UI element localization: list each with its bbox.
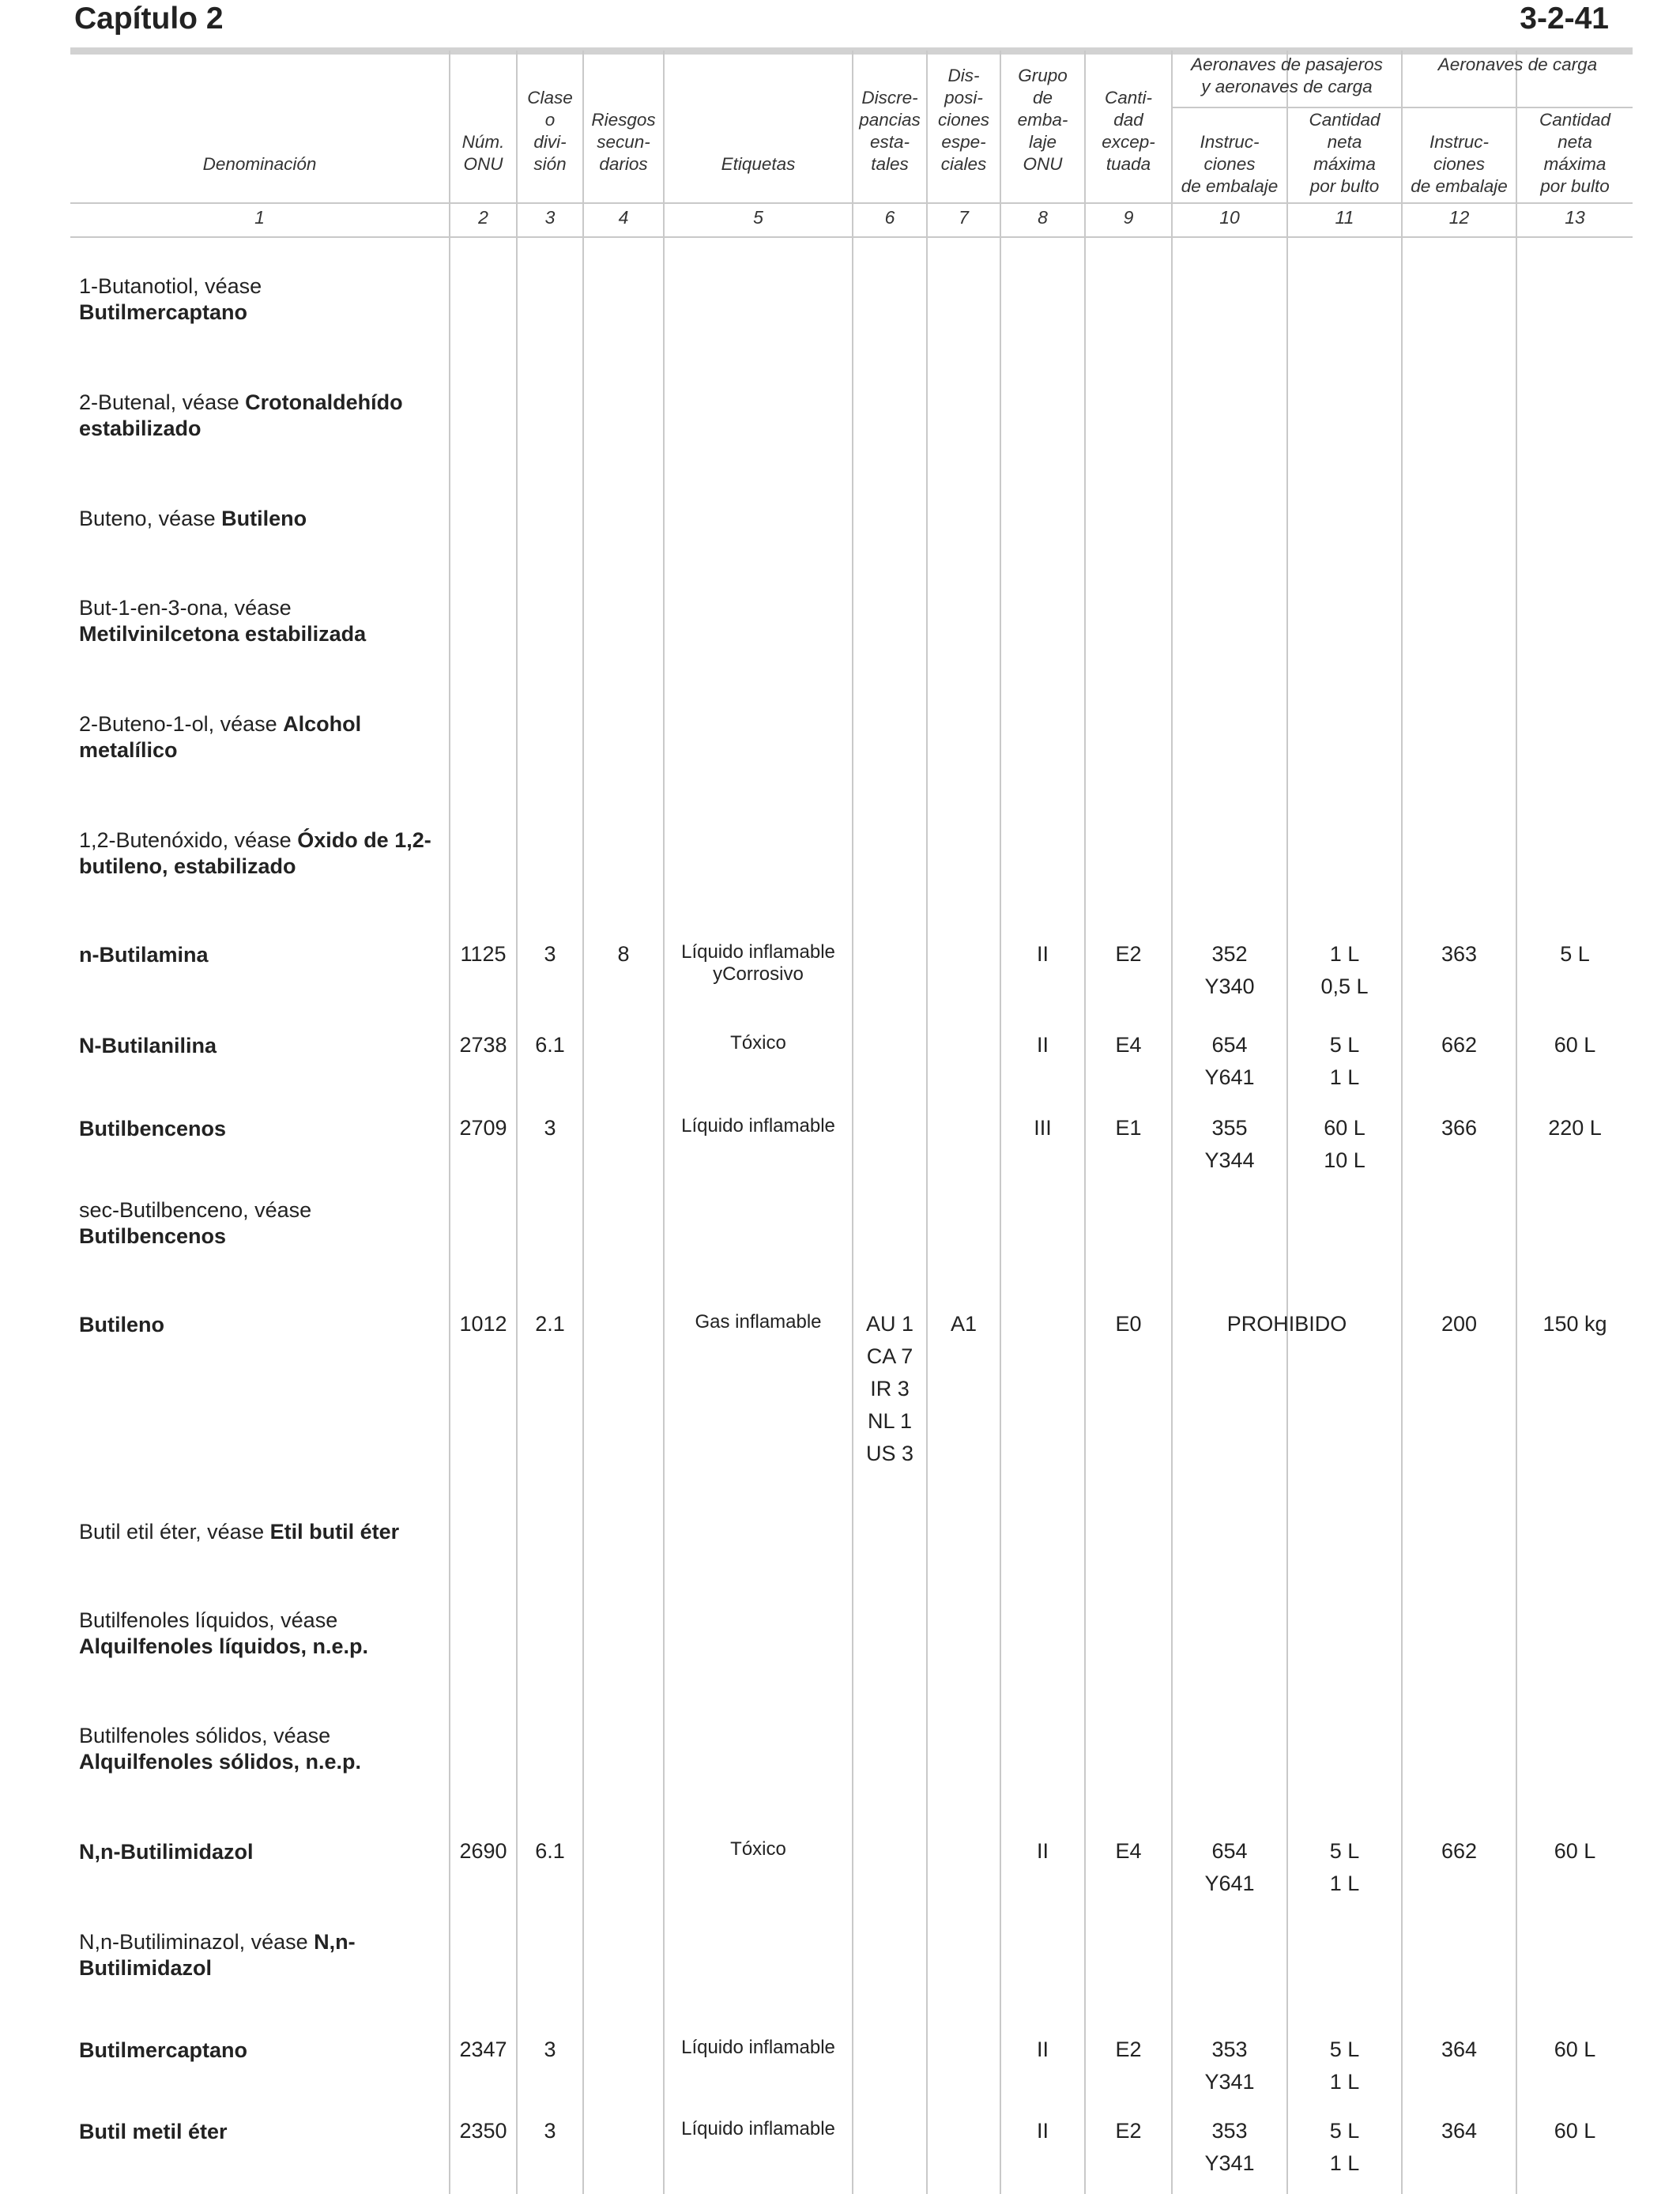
header-line: Riesgos: [591, 110, 656, 130]
hazard-labels: [665, 1838, 852, 1860]
header-line: excep-: [1102, 132, 1155, 152]
entry-name: [79, 390, 435, 442]
hazard-class: [518, 1112, 582, 1144]
header-line: neta: [1558, 132, 1592, 152]
header-line: máxima: [1313, 154, 1376, 174]
name-text: 2-Buteno-1-ol, véase: [79, 712, 284, 736]
hazard-labels: [665, 2037, 852, 2059]
cell-line: 200: [1441, 1312, 1478, 1336]
name-text: 1-Butanotiol, véase: [79, 274, 262, 298]
header-clase: [518, 87, 582, 175]
entry-name: [79, 1723, 435, 1775]
cargo-max-quantity: [1517, 938, 1633, 971]
cell-line: Tóxico: [730, 1838, 786, 1860]
name-bold: Alcohol metalílico: [79, 712, 362, 762]
cell-line: 2350: [459, 2119, 507, 2143]
cell-line: IR 3: [870, 1377, 910, 1400]
name-text: But-1-en-3-ona, véase: [79, 596, 292, 620]
name-text: 2-Butenal, véase: [79, 390, 246, 414]
cell-line: Gas inflamable: [695, 1311, 822, 1333]
column-number: 10: [1219, 207, 1240, 228]
cell-line: 2738: [459, 1033, 507, 1057]
cargo-max-quantity: [1517, 1308, 1633, 1340]
cargo-packing-instruction: [1403, 2034, 1516, 2066]
header-line: máxima: [1543, 154, 1607, 174]
name-text: Butilfenoles sólidos, véase: [79, 1724, 331, 1747]
column-divider: [926, 51, 928, 2194]
header-line: Cantidad: [1539, 110, 1611, 130]
un-number: [450, 1308, 516, 1340]
cell-line: Y641: [1204, 1872, 1255, 1895]
header-num-onu: [450, 131, 516, 175]
cell-line: E4: [1115, 1839, 1142, 1863]
column-number: 4: [618, 207, 629, 228]
name-bold: Butilbencenos: [79, 1224, 227, 1248]
name-bold: N,n-Butilimidazol: [79, 1930, 356, 1980]
cargo-packing-instruction: [1403, 2115, 1516, 2147]
cell-line: PROHIBIDO: [1226, 1312, 1347, 1336]
header-line: neta: [1327, 132, 1362, 152]
header-riesgos: [584, 109, 663, 175]
header-bottom-rule: [70, 202, 1633, 204]
cell-line: E0: [1115, 1312, 1142, 1336]
cell-line: 353: [1211, 2119, 1248, 2143]
excepted-quantity: [1086, 1029, 1171, 1061]
column-number: 1: [254, 207, 265, 228]
header-line: darios: [599, 154, 648, 174]
cell-line: 1 L: [1329, 942, 1360, 966]
cell-line: 6.1: [535, 1839, 565, 1863]
name-bold: Etil butil éter: [269, 1520, 400, 1544]
passenger-max-quantity: [1288, 2115, 1401, 2180]
cell-line: Tóxico: [730, 1032, 786, 1054]
passenger-packing-instruction: [1173, 938, 1286, 1003]
header-line: tales: [871, 154, 909, 174]
hazard-class: [518, 938, 582, 971]
header-line: laje: [1028, 132, 1057, 152]
name-bold: Butilbencenos: [79, 1117, 227, 1140]
un-number: [450, 2034, 516, 2066]
header-line: posi-: [944, 88, 983, 107]
name-bold: Óxido de 1,2-butileno, estabilizado: [79, 828, 431, 878]
header-denominacion: Denominación: [202, 154, 317, 174]
state-variations: [853, 1308, 926, 1470]
header-line: y aeronaves de carga: [1201, 77, 1373, 96]
passenger-max-quantity: [1288, 1029, 1401, 1094]
cargo-max-quantity: [1517, 1835, 1633, 1868]
header-cargo-cantidad: [1517, 109, 1633, 198]
header-line: Instruc-: [1429, 132, 1489, 152]
cell-line: 5 L: [1329, 1033, 1360, 1057]
un-number: [450, 2115, 516, 2147]
cell-line: 3: [544, 1116, 556, 1140]
passenger-max-quantity: [1288, 2034, 1401, 2098]
cell-line: 363: [1441, 942, 1478, 966]
passenger-max-quantity: [1288, 938, 1401, 1003]
column-number: 6: [884, 207, 895, 228]
cell-line: 2347: [459, 2038, 507, 2061]
cell-line: 60 L: [1554, 1033, 1596, 1057]
cell-line: Corrosivo: [722, 963, 804, 985]
group-header-rule: [1171, 107, 1633, 108]
cell-line: 5 L: [1329, 2038, 1360, 2061]
header-line: Instruc-: [1200, 132, 1260, 152]
hazard-class: [518, 2115, 582, 2147]
cell-line: 60 L: [1554, 2119, 1596, 2143]
header-line: ciales: [940, 154, 987, 174]
cell-line: E4: [1115, 1033, 1142, 1057]
passenger-max-quantity: [1288, 1835, 1401, 1900]
header-line: por bulto: [1309, 176, 1380, 196]
hazard-class: [518, 1308, 582, 1340]
entry-name: [79, 2119, 435, 2145]
cell-line: 5 L: [1329, 1839, 1360, 1863]
packing-group: [1001, 2034, 1084, 2066]
entry-name: [79, 1197, 435, 1250]
cell-line: 6.1: [535, 1033, 565, 1057]
cargo-max-quantity: [1517, 1112, 1633, 1144]
subsidiary-risk: [584, 938, 663, 971]
hazard-labels: [665, 1115, 852, 1137]
header-line: ciones: [1203, 154, 1256, 174]
cargo-packing-instruction: [1403, 1308, 1516, 1340]
excepted-quantity: [1086, 1112, 1171, 1144]
cell-line: Líquido inflamable y: [681, 941, 835, 985]
cell-line: US 3: [865, 1442, 914, 1465]
chapter-title: Capítulo 2: [74, 2, 224, 36]
un-number: [450, 1835, 516, 1868]
column-number: 11: [1335, 207, 1354, 228]
header-line: Núm.: [461, 132, 505, 152]
packing-group: [1001, 1029, 1084, 1061]
header-line: Aeronaves de pasajeros: [1191, 55, 1383, 74]
header-line: Grupo: [1018, 66, 1068, 85]
excepted-quantity: [1086, 1835, 1171, 1868]
entry-name: [79, 2038, 435, 2064]
header-line: ciones: [937, 110, 990, 130]
header-line: Dis-: [947, 66, 980, 85]
cell-line: E1: [1115, 1116, 1142, 1140]
hazard-labels: [665, 1311, 852, 1333]
packing-group: [1001, 1835, 1084, 1868]
cell-line: Y341: [1204, 2070, 1255, 2094]
cell-line: II: [1036, 2119, 1049, 2143]
name-bold: Crotonaldehído estabilizado: [79, 390, 403, 440]
header-grupo: [1001, 65, 1084, 175]
entry-name: [79, 1519, 435, 1545]
cell-line: 654: [1211, 1839, 1248, 1863]
entry-name: [79, 1608, 435, 1660]
header-line: sión: [533, 154, 567, 174]
header-cargo-aircraft: Aeronaves de carga: [1437, 55, 1598, 74]
cell-line: 2709: [459, 1116, 507, 1140]
un-number: [450, 1029, 516, 1061]
un-number: [450, 938, 516, 971]
header-line: espe-: [941, 132, 986, 152]
header-line: Discre-: [861, 88, 918, 107]
column-number: 9: [1123, 207, 1134, 228]
cell-line: AU 1: [865, 1312, 914, 1336]
hazard-class: [518, 1835, 582, 1868]
entry-name: [79, 1839, 435, 1865]
page-number: 3-2-41: [1520, 2, 1609, 36]
cell-line: Y641: [1204, 1065, 1255, 1089]
passenger-packing-instruction: [1173, 2034, 1286, 2098]
excepted-quantity: [1086, 2034, 1171, 2066]
excepted-quantity: [1086, 938, 1171, 971]
header-discrepancias: [853, 87, 926, 175]
entry-name: [79, 1116, 435, 1142]
cell-line: 1 L: [1329, 1065, 1360, 1089]
header-line: emba-: [1017, 110, 1068, 130]
un-number: [450, 1112, 516, 1144]
header-line: de: [1032, 88, 1053, 107]
cell-line: E2: [1115, 2119, 1142, 2143]
cell-line: 60 L: [1324, 1116, 1365, 1140]
entry-name: [79, 506, 435, 532]
packing-group: [1001, 1112, 1084, 1144]
cargo-packing-instruction: [1403, 1029, 1516, 1061]
column-number: 7: [959, 207, 969, 228]
hazard-class: [518, 2034, 582, 2066]
cell-line: 1 L: [1329, 1872, 1360, 1895]
cell-line: 3: [544, 2119, 556, 2143]
cell-line: 3: [544, 942, 556, 966]
cell-line: 5 L: [1329, 2119, 1360, 2143]
header-line: divi-: [533, 132, 567, 152]
column-number-rule: [70, 236, 1633, 238]
cargo-max-quantity: [1517, 2115, 1633, 2147]
passenger-forbidden: [1173, 1308, 1401, 1340]
name-text: sec-Butilbenceno, véase: [79, 1198, 312, 1222]
cell-line: 366: [1441, 1116, 1478, 1140]
header-line: o: [544, 110, 556, 130]
special-provisions: [928, 1308, 1000, 1340]
entry-name: [79, 1312, 435, 1338]
header-line: ciones: [1433, 154, 1486, 174]
name-text: Buteno, véase: [79, 507, 222, 530]
name-bold: Butilmercaptano: [79, 2038, 248, 2062]
cell-line: II: [1036, 1839, 1049, 1863]
header-cargo-instrucciones: [1403, 131, 1516, 198]
cell-line: 220 L: [1548, 1116, 1602, 1140]
cell-line: Y344: [1204, 1148, 1255, 1172]
cell-line: A1: [950, 1312, 977, 1336]
column-number: 12: [1448, 207, 1470, 228]
cell-line: Líquido inflamable: [681, 1115, 835, 1137]
header-line: de embalaje: [1181, 176, 1279, 196]
name-text: Butil etil éter, véase: [79, 1520, 270, 1544]
header-line: dad: [1113, 110, 1143, 130]
cell-line: CA 7: [866, 1344, 913, 1368]
cell-line: 5 L: [1560, 942, 1590, 966]
header-pax-instrucciones: [1173, 131, 1286, 198]
cell-line: 2690: [459, 1839, 507, 1863]
header-line: por bulto: [1540, 176, 1610, 196]
header-line: tuada: [1106, 154, 1151, 174]
packing-group: [1001, 938, 1084, 971]
header-line: secun-: [597, 132, 650, 152]
cell-line: 352: [1211, 942, 1248, 966]
cell-line: Líquido inflamable: [681, 2118, 835, 2139]
name-bold: Metilvinilcetona estabilizada: [79, 622, 367, 646]
header-line: Canti-: [1104, 88, 1153, 107]
cell-line: 662: [1441, 1033, 1478, 1057]
passenger-packing-instruction: [1173, 1835, 1286, 1900]
packing-group: [1001, 2115, 1084, 2147]
header-disposiciones: [928, 65, 1000, 175]
cell-line: 1 L: [1329, 2151, 1360, 2175]
header-line: de embalaje: [1411, 176, 1508, 196]
column-number: 2: [478, 207, 488, 228]
cell-line: 60 L: [1554, 1839, 1596, 1863]
cell-line: 1 L: [1329, 2070, 1360, 2094]
name-bold: Alquilfenoles líquidos, n.e.p.: [79, 1634, 369, 1658]
cell-line: II: [1036, 942, 1049, 966]
header-line: pancias: [859, 110, 921, 130]
cell-line: 60 L: [1554, 2038, 1596, 2061]
cell-line: 150 kg: [1543, 1312, 1607, 1336]
excepted-quantity: [1086, 2115, 1171, 2147]
column-number: 3: [544, 207, 556, 228]
cargo-packing-instruction: [1403, 938, 1516, 971]
excepted-quantity: [1086, 1308, 1171, 1340]
entry-name: [79, 827, 435, 880]
cell-line: Líquido inflamable: [681, 2037, 835, 2058]
cell-line: 8: [617, 942, 630, 966]
cargo-max-quantity: [1517, 1029, 1633, 1061]
entry-name: [79, 1033, 435, 1059]
header-passenger-aircraft: [1173, 54, 1401, 98]
header-etiquetas: Etiquetas: [721, 154, 796, 174]
entry-name: [79, 273, 435, 326]
name-bold: Butileno: [221, 507, 307, 530]
name-text: N,n-Butiliminazol, véase: [79, 1930, 315, 1954]
hazard-labels: [665, 1032, 852, 1054]
entry-name: [79, 942, 435, 968]
column-number: 13: [1565, 207, 1585, 228]
passenger-max-quantity: [1288, 1112, 1401, 1177]
column-number: 8: [1038, 207, 1048, 228]
hazard-labels: [665, 2118, 852, 2140]
name-bold: Alquilfenoles sólidos, n.e.p.: [79, 1750, 362, 1774]
header-line: esta-: [869, 132, 910, 152]
passenger-packing-instruction: [1173, 1112, 1286, 1177]
cell-line: 10 L: [1324, 1148, 1365, 1172]
cargo-packing-instruction: [1403, 1835, 1516, 1868]
column-divider: [852, 51, 853, 2194]
header-line: Cantidad: [1309, 110, 1381, 130]
cell-line: Y341: [1204, 2151, 1255, 2175]
name-bold: n-Butilamina: [79, 943, 209, 967]
cell-line: E2: [1115, 2038, 1142, 2061]
cell-line: 662: [1441, 1839, 1478, 1863]
cell-line: 364: [1441, 2038, 1478, 2061]
entry-name: [79, 1929, 435, 1981]
header-pax-cantidad: [1288, 109, 1401, 198]
hazard-class: [518, 1029, 582, 1061]
column-number: 5: [753, 207, 763, 228]
cargo-max-quantity: [1517, 2034, 1633, 2066]
cell-line: II: [1036, 1033, 1049, 1057]
header-line: ONU: [1023, 154, 1063, 174]
name-bold: Butil metil éter: [79, 2120, 228, 2143]
entry-name: [79, 595, 435, 647]
column-divider: [582, 51, 584, 2194]
cell-line: NL 1: [867, 1409, 913, 1433]
cell-line: 0,5 L: [1320, 974, 1369, 998]
cell-line: 1125: [460, 942, 507, 966]
passenger-packing-instruction: [1173, 1029, 1286, 1094]
entry-name: [79, 711, 435, 763]
cell-line: E2: [1115, 942, 1142, 966]
cell-line: 3: [544, 2038, 556, 2061]
name-bold: Butilmercaptano: [79, 300, 248, 324]
header-line: ONU: [463, 154, 503, 174]
name-text: 1,2-Butenóxido, véase: [79, 828, 298, 852]
cell-line: 654: [1211, 1033, 1248, 1057]
header-cantidad-exceptuada: [1086, 87, 1171, 175]
hazard-labels: [665, 941, 852, 986]
cell-line: 1012: [459, 1312, 507, 1336]
cell-line: 2.1: [535, 1312, 565, 1336]
cell-line: 353: [1211, 2038, 1248, 2061]
name-bold: N,n-Butilimidazol: [79, 1840, 254, 1864]
header-line: Clase: [527, 88, 573, 107]
cell-line: 355: [1211, 1116, 1248, 1140]
name-bold: Butileno: [79, 1313, 164, 1336]
cell-line: III: [1034, 1116, 1052, 1140]
name-text: Butilfenoles líquidos, véase: [79, 1608, 338, 1632]
cell-line: 364: [1441, 2119, 1478, 2143]
cell-line: Y340: [1204, 974, 1255, 998]
cargo-packing-instruction: [1403, 1112, 1516, 1144]
passenger-packing-instruction: [1173, 2115, 1286, 2180]
name-bold: N-Butilanilina: [79, 1034, 217, 1057]
cell-line: II: [1036, 2038, 1049, 2061]
